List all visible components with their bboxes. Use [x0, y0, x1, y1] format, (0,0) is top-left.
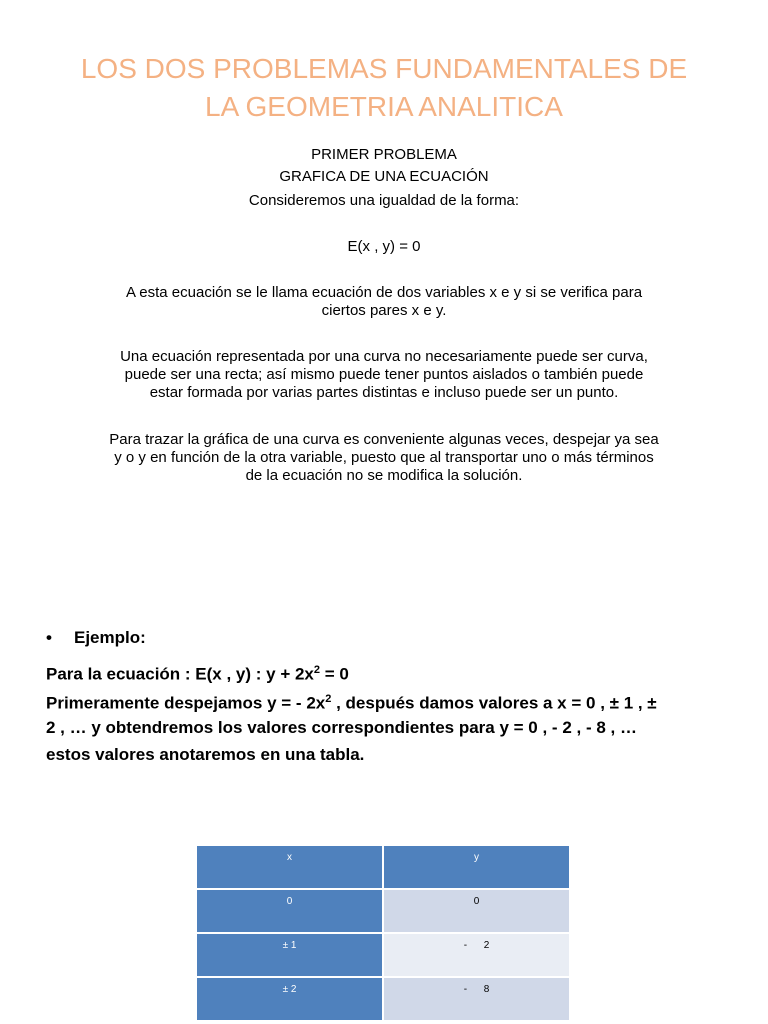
example-line-1-text: Para la ecuación : E(x , y) : y + 2x — [46, 664, 314, 684]
bullet-dot: • — [46, 628, 52, 647]
paragraph-2-line-1: Una ecuación representada por una curva no necesariamente puede ser curva, — [120, 348, 648, 365]
example-line-1-tail: = 0 — [320, 664, 349, 684]
paragraph-2 — [60, 348, 708, 402]
table-cell-x: 0 — [197, 890, 384, 934]
example-line-4: estos valores anotaremos en una tabla. — [46, 745, 365, 764]
table-cell-y: - 2 — [384, 934, 571, 978]
table-row — [197, 934, 571, 978]
equation-text: E(x , y) = 0 — [347, 238, 421, 255]
paragraph-3-line-3: de la ecuación no se modifica la solución. — [245, 467, 523, 484]
example-line-2-tail: , después damos valores a x = 0 , ± 1 , ± — [331, 693, 657, 713]
paragraph-3-line-1: Para trazar la gráfica de una curva es conveniente algunas veces, despejar ya sea — [109, 431, 659, 448]
table-row — [197, 978, 571, 1022]
example-line-3: 2 , … y obtendremos los valores correspondientes para y = 0 , - 2 , - 8 , … — [46, 718, 637, 737]
intro-text: Consideremos una igualdad de la forma: — [248, 192, 520, 209]
example-line-2-text: Primeramente despejamos y = - 2x — [46, 693, 326, 713]
paragraph-2-line-3: estar formada por varias partes distintas e incluso puede ser un punto. — [149, 384, 619, 401]
example-label: Ejemplo: — [74, 628, 146, 647]
table-cell-x: ± 1 — [197, 934, 384, 978]
paragraph-1 — [60, 284, 708, 320]
title-line-2: LA GEOMETRIA ANALITICA — [205, 91, 563, 122]
values-table — [197, 846, 571, 1022]
table-header-y: y — [384, 846, 571, 890]
example-line-2-exponent: 2 — [325, 693, 332, 705]
subtitle-grafica: GRAFICA DE UNA ECUACIÓN — [279, 168, 489, 185]
table-cell-y: - 8 — [384, 978, 571, 1022]
paragraph-3-line-2: y o y en función de la otra variable, puesto que al transportar uno o más términos — [114, 449, 654, 466]
example-bullet — [46, 628, 146, 648]
example-line-2 — [46, 687, 726, 716]
example-line-1 — [46, 658, 726, 687]
paragraph-1-line-1: A esta ecuación se le llama ecuación de dos variables x e y si se verifica para — [125, 284, 643, 301]
table-header-row — [197, 846, 571, 890]
table-cell-y: 0 — [384, 890, 571, 934]
paragraph-1-line-2: ciertos pares x e y. — [321, 302, 447, 319]
paragraph-3 — [60, 431, 708, 485]
table-cell-x: ± 2 — [197, 978, 384, 1022]
table-row — [197, 890, 571, 934]
page-title — [40, 50, 728, 126]
title-line-1: LOS DOS PROBLEMAS FUNDAMENTALES DE — [80, 53, 688, 84]
subtitle-primer-problema: PRIMER PROBLEMA — [311, 146, 457, 163]
table-header-x: x — [197, 846, 384, 890]
example-line-1-exponent: 2 — [313, 664, 320, 676]
paragraph-2-line-2: puede ser una recta; así mismo puede tener puntos aislados o también puede — [124, 366, 644, 383]
